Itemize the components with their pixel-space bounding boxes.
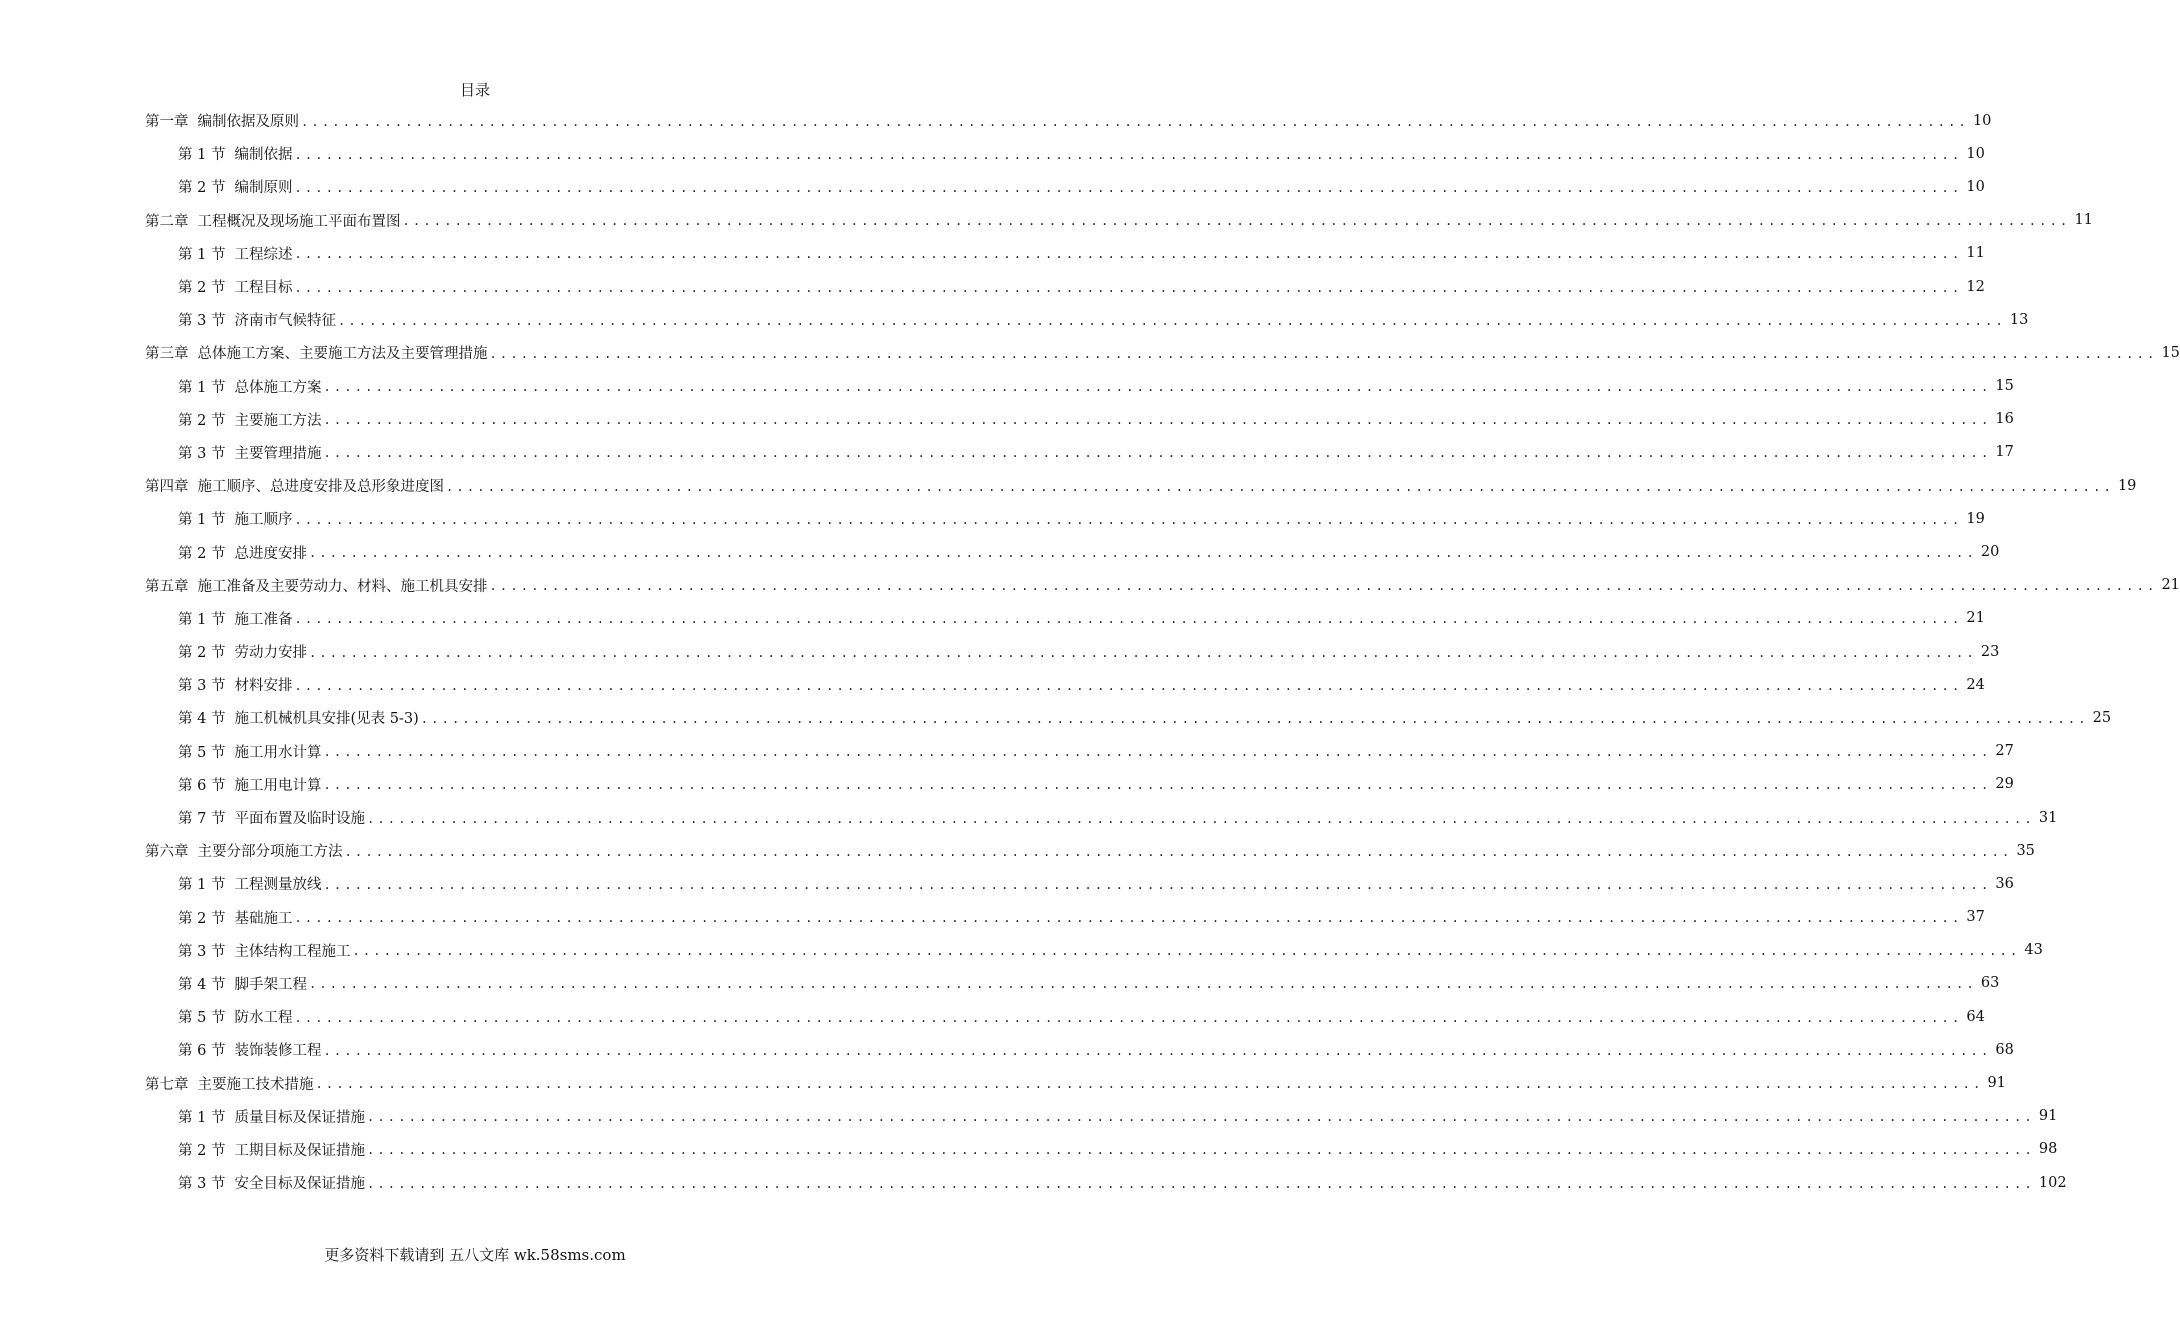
toc-section-entry[interactable] [145,801,2058,834]
toc-entry-number: 第 2 节 [178,545,226,562]
toc-entry-number: 第 3 节 [178,943,226,960]
toc-entry-page-number: 20 [1980,544,2000,561]
toc-entry-label: 主要管理措施 [234,445,322,462]
toc-entry-page-number: 24 [1966,676,1985,693]
toc-section-entry[interactable] [145,735,2014,768]
dot-leader: ................................................................................................................................................................ [366,1143,2035,1158]
toc-entry-number: 第 1 节 [178,512,226,529]
dot-leader: ................................................................................................................................................................ [323,877,1992,892]
toc-entry-label: 安全目标及保证措施 [234,1176,365,1193]
toc-entry-number: 第 7 节 [178,811,226,828]
toc-entry-page-number: 11 [2074,212,2093,229]
toc-section-entry[interactable] [145,270,1985,303]
toc-entry-page-number: 16 [1995,411,2014,428]
dot-leader: ................................................................................................................................................................ [301,114,1969,129]
toc-entry-number: 第 2 节 [178,280,226,297]
toc-entry-label: 材料安排 [234,678,293,695]
toc-entry-number: 第 3 节 [178,445,226,462]
dot-leader: ................................................................................................................................................................ [294,280,1963,295]
toc-entry-page-number: 63 [1980,975,2000,992]
toc-entry-label: 施工用电计算 [234,777,322,794]
dot-leader: ................................................................................................................................................................ [323,745,1992,760]
toc-section-entry[interactable] [145,502,1985,535]
toc-entry-number: 第 1 节 [178,877,226,894]
toc-entry-number: 第六章 [145,844,189,861]
toc-entry-page-number: 35 [2016,842,2035,859]
toc-entry-label: 工期目标及保证措施 [234,1142,365,1159]
toc-entry-page-number: 27 [1995,743,2014,760]
toc-entry-label: 总进度安排 [234,545,307,562]
toc-section-entry[interactable] [145,370,2014,403]
dot-leader: ................................................................................................................................................................ [402,214,2071,229]
toc-entry-page-number: 19 [2117,477,2137,494]
dot-leader: ................................................................................................................................................................ [294,1010,1963,1025]
toc-section-entry[interactable] [145,535,2000,568]
dot-leader: ................................................................................................................................................................ [294,147,1963,162]
toc-chapter-entry[interactable] [145,469,2137,502]
dot-leader: ................................................................................................................................................................ [323,1043,1992,1058]
toc-entry-number: 第 1 节 [178,611,226,628]
dot-leader: ................................................................................................................................................................ [446,479,2114,494]
toc-chapter-entry[interactable] [145,1066,2006,1099]
dot-leader: ................................................................................................................................................................ [489,579,2158,594]
dot-leader: ................................................................................................................................................................ [352,944,2021,959]
dot-leader: ................................................................................................................................................................ [308,546,1977,561]
toc-entry-number: 第 1 节 [178,379,226,396]
dot-leader: ................................................................................................................................................................ [344,844,2013,859]
toc-entry-label: 工程目标 [234,280,293,297]
toc-section-entry[interactable] [145,967,2000,1000]
toc-entry-page-number: 98 [2038,1141,2058,1158]
toc-entry-number: 第 3 节 [178,1176,226,1193]
dot-leader: ................................................................................................................................................................ [294,612,1963,627]
toc-entry-number: 第三章 [145,346,189,363]
toc-entry-page-number: 23 [1980,643,2000,660]
toc-entry-page-number: 91 [2038,1108,2058,1125]
toc-entry-label: 施工顺序、总进度安排及总形象进度图 [197,479,444,496]
toc-section-entry[interactable] [145,403,2014,436]
toc-entry-page-number: 17 [1995,444,2014,461]
dot-leader: ................................................................................................................................................................ [315,1077,1984,1092]
toc-entry-label: 基础施工 [234,910,293,927]
toc-entry-label: 施工准备 [234,611,293,628]
toc-entry-label: 脚手架工程 [234,976,307,993]
toc-section-entry[interactable] [145,170,1985,203]
toc-entry-label: 编制依据及原则 [197,114,299,131]
footer-text: 更多资料下载请到 五八文库 wk.58sms.com [324,1246,626,1264]
toc-entry-page-number: 91 [1987,1075,2006,1092]
toc-entry-label: 施工准备及主要劳动力、材料、施工机具安排 [197,578,488,595]
toc-entry-number: 第 4 节 [178,711,226,728]
toc-entry-label: 总体施工方案、主要施工方法及主要管理措施 [197,346,488,363]
toc-entry-label: 济南市气候特征 [234,313,336,330]
toc-entry-number: 第 1 节 [178,147,226,164]
dot-leader: ................................................................................................................................................................ [294,911,1963,926]
dot-leader: ................................................................................................................................................................ [294,180,1963,195]
toc-entry-number: 第五章 [145,578,189,595]
toc-entry-number: 第 4 节 [178,976,226,993]
table-of-contents [145,104,2180,1199]
toc-section-entry[interactable] [145,137,1985,170]
toc-entry-page-number: 64 [1966,1008,1985,1025]
dot-leader: ................................................................................................................................................................ [294,247,1963,262]
dot-leader: ................................................................................................................................................................ [366,811,2035,826]
toc-entry-number: 第 5 节 [178,744,226,761]
toc-entry-number: 第 6 节 [178,1043,226,1060]
toc-entry-label: 工程概况及现场施工平面布置图 [197,213,401,230]
toc-chapter-entry[interactable] [145,336,2180,369]
toc-entry-number: 第 2 节 [178,910,226,927]
toc-entry-label: 施工顺序 [234,512,293,529]
toc-entry-page-number: 15 [2161,344,2180,361]
toc-entry-label: 施工机械机具安排(见表 5-3) [234,711,419,728]
toc-entry-label: 施工用水计算 [234,744,322,761]
toc-section-entry[interactable] [145,436,2014,469]
toc-entry-label: 劳动力安排 [234,645,307,662]
toc-section-entry[interactable] [145,602,1985,635]
toc-entry-label: 主要分部分项施工方法 [197,844,343,861]
toc-section-entry[interactable] [145,237,1985,270]
dot-leader: ................................................................................................................................................................ [323,413,1992,428]
toc-section-entry[interactable] [145,668,1985,701]
toc-entry-page-number: 102 [2038,1174,2067,1191]
toc-section-entry[interactable] [145,1100,2058,1133]
toc-entry-label: 工程测量放线 [234,877,322,894]
toc-entry-page-number: 11 [1966,245,1985,262]
toc-entry-number: 第 6 节 [178,777,226,794]
toc-entry-label: 主要施工方法 [234,412,322,429]
dot-leader: ................................................................................................................................................................ [294,512,1963,527]
dot-leader: ................................................................................................................................................................ [294,678,1963,693]
toc-entry-label: 质量目标及保证措施 [234,1109,365,1126]
toc-entry-number: 第一章 [145,114,189,131]
toc-section-entry[interactable] [145,1133,2058,1166]
toc-entry-label: 主体结构工程施工 [234,943,351,960]
dot-leader: ................................................................................................................................................................ [308,977,1977,992]
toc-chapter-entry[interactable] [145,104,1992,137]
toc-entry-number: 第 3 节 [178,313,226,330]
toc-entry-number: 第二章 [145,213,189,230]
toc-entry-label: 装饰装修工程 [234,1043,322,1060]
toc-section-entry[interactable] [145,1033,2014,1066]
toc-section-entry[interactable] [145,1166,2067,1199]
toc-entry-label: 平面布置及临时设施 [234,811,365,828]
dot-leader: ................................................................................................................................................................ [420,711,2089,726]
toc-section-entry[interactable] [145,1000,1985,1033]
toc-entry-number: 第 2 节 [178,645,226,662]
toc-section-entry[interactable] [145,701,2112,734]
toc-entry-number: 第 3 节 [178,678,226,695]
toc-entry-page-number: 29 [1995,776,2014,793]
toc-entry-number: 第 1 节 [178,1109,226,1126]
toc-entry-number: 第 1 节 [178,246,226,263]
toc-entry-page-number: 19 [1966,510,1985,527]
dot-leader: ................................................................................................................................................................ [308,645,1977,660]
toc-entry-page-number: 37 [1966,909,1985,926]
dot-leader: ................................................................................................................................................................ [323,778,1992,793]
toc-chapter-entry[interactable] [145,834,2035,867]
toc-entry-number: 第七章 [145,1076,189,1093]
toc-entry-label: 总体施工方案 [234,379,322,396]
dot-leader: ................................................................................................................................................................ [489,346,2158,361]
toc-title: 目录 [459,81,490,99]
toc-entry-page-number: 10 [1966,145,1985,162]
toc-chapter-entry[interactable] [145,569,2180,602]
toc-entry-page-number: 43 [2024,942,2043,959]
toc-entry-number: 第 2 节 [178,180,226,197]
toc-entry-label: 编制依据 [234,147,293,164]
toc-entry-page-number: 68 [1995,1041,2014,1058]
toc-entry-page-number: 21 [2161,577,2180,594]
toc-entry-page-number: 10 [1966,178,1985,195]
toc-entry-number: 第 2 节 [178,1142,226,1159]
toc-entry-page-number: 31 [2038,809,2058,826]
toc-entry-page-number: 15 [1995,378,2014,395]
toc-entry-page-number: 36 [1995,875,2014,892]
toc-section-entry[interactable] [145,867,2014,900]
dot-leader: ................................................................................................................................................................ [366,1110,2035,1125]
toc-entry-page-number: 10 [1972,112,1992,129]
toc-entry-number: 第四章 [145,479,189,496]
toc-section-entry[interactable] [145,635,2000,668]
dot-leader: ................................................................................................................................................................ [337,313,2006,328]
dot-leader: ................................................................................................................................................................ [366,1176,2035,1191]
toc-section-entry[interactable] [145,303,2029,336]
toc-entry-page-number: 25 [2092,709,2112,726]
toc-entry-page-number: 13 [2009,311,2029,328]
toc-entry-label: 工程综述 [234,246,293,263]
toc-entry-label: 防水工程 [234,1010,293,1027]
toc-entry-page-number: 12 [1966,278,1985,295]
toc-entry-number: 第 5 节 [178,1010,226,1027]
toc-entry-number: 第 2 节 [178,412,226,429]
toc-section-entry[interactable] [145,934,2043,967]
toc-entry-page-number: 21 [1966,610,1985,627]
dot-leader: ................................................................................................................................................................ [323,380,1992,395]
toc-entry-label: 编制原则 [234,180,293,197]
toc-section-entry[interactable] [145,768,2014,801]
toc-section-entry[interactable] [145,901,1985,934]
toc-entry-label: 主要施工技术措施 [197,1076,314,1093]
toc-chapter-entry[interactable] [145,204,2093,237]
dot-leader: ................................................................................................................................................................ [323,446,1992,461]
